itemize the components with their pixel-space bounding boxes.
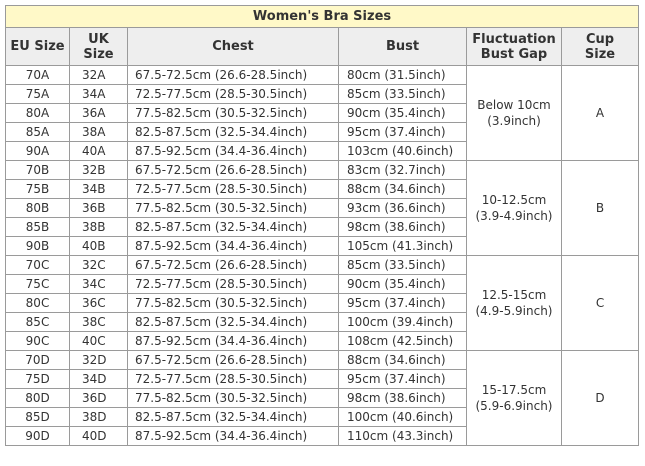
header-uk-size [70,28,128,66]
header-bust: Bust [339,28,467,66]
header-gap-line1: Fluctuation [472,31,556,47]
cell-chest: 77.5-82.5cm (30.5-32.5inch) [128,389,339,408]
bust-gap-line: (4.9-5.9inch) [475,304,553,318]
cell-uk-size: 40D [70,427,128,446]
cell-bust: 80cm (31.5inch) [339,66,467,85]
cell-chest: 67.5-72.5cm (26.6-28.5inch) [128,256,339,275]
header-gap-line2: Bust Gap [480,46,548,62]
header-uk-line2: Size [83,46,114,62]
cell-bust: 95cm (37.4inch) [339,123,467,142]
cell-bust: 85cm (33.5inch) [339,256,467,275]
cell-chest: 82.5-87.5cm (32.5-34.4inch) [128,218,339,237]
cell-chest: 72.5-77.5cm (28.5-30.5inch) [128,180,339,199]
cell-eu-size: 80B [6,199,70,218]
cell-bust: 103cm (40.6inch) [339,142,467,161]
cell-uk-size: 32C [70,256,128,275]
cell-eu-size: 85B [6,218,70,237]
cell-eu-size: 90C [6,332,70,351]
cell-bust: 100cm (40.6inch) [339,408,467,427]
cell-eu-size: 70C [6,256,70,275]
cell-eu-size: 85D [6,408,70,427]
cell-bust: 110cm (43.3inch) [339,427,467,446]
cell-eu-size: 70D [6,351,70,370]
cell-eu-size: 80C [6,294,70,313]
cell-uk-size: 34B [70,180,128,199]
cell-uk-size: 38C [70,313,128,332]
cell-uk-size: 32A [70,66,128,85]
cell-eu-size: 70A [6,66,70,85]
table-row [6,161,639,180]
bust-gap-line: 12.5-15cm [481,288,547,302]
table-row [6,351,639,370]
header-eu-size: EU Size [6,28,70,66]
cell-chest: 67.5-72.5cm (26.6-28.5inch) [128,161,339,180]
cell-uk-size: 34C [70,275,128,294]
table-title-row [6,6,639,28]
header-cup-line1: Cup [585,31,615,47]
cell-uk-size: 40A [70,142,128,161]
cell-bust: 100cm (39.4inch) [339,313,467,332]
table-row [6,256,639,275]
bust-gap-line: (5.9-6.9inch) [475,399,553,413]
cell-eu-size: 70B [6,161,70,180]
bra-size-table [5,5,639,446]
cell-uk-size: 32D [70,351,128,370]
cell-bust: 95cm (37.4inch) [339,294,467,313]
table-body [6,66,639,446]
cell-bust: 83cm (32.7inch) [339,161,467,180]
header-chest: Chest [128,28,339,66]
header-cup-line2: Size [584,46,616,62]
cell-uk-size: 38B [70,218,128,237]
bust-gap-line: (3.9inch) [487,114,541,128]
cell-eu-size: 75C [6,275,70,294]
cell-bust: 90cm (35.4inch) [339,275,467,294]
table-row [6,66,639,85]
cell-uk-size: 36C [70,294,128,313]
cell-chest: 82.5-87.5cm (32.5-34.4inch) [128,313,339,332]
header-bust-gap [467,28,562,66]
cell-bust: 88cm (34.6inch) [339,351,467,370]
cell-chest: 82.5-87.5cm (32.5-34.4inch) [128,408,339,427]
cell-chest: 72.5-77.5cm (28.5-30.5inch) [128,85,339,104]
bra-size-chart [5,5,639,446]
cell-cup-size: A [562,66,639,161]
cell-chest: 87.5-92.5cm (34.4-36.4inch) [128,427,339,446]
cell-uk-size: 36A [70,104,128,123]
cell-uk-size: 34D [70,370,128,389]
cell-uk-size: 40B [70,237,128,256]
cell-chest: 72.5-77.5cm (28.5-30.5inch) [128,275,339,294]
cell-eu-size: 85A [6,123,70,142]
cell-cup-size: D [562,351,639,446]
cell-eu-size: 80A [6,104,70,123]
cell-bust-gap [467,161,562,256]
cell-chest: 72.5-77.5cm (28.5-30.5inch) [128,370,339,389]
bust-gap-line: (3.9-4.9inch) [475,209,553,223]
cell-eu-size: 75A [6,85,70,104]
bust-gap-line: 15-17.5cm [481,383,547,397]
cell-bust: 108cm (42.5inch) [339,332,467,351]
table-header-row [6,28,639,66]
cell-chest: 67.5-72.5cm (26.6-28.5inch) [128,351,339,370]
cell-bust: 88cm (34.6inch) [339,180,467,199]
cell-eu-size: 75B [6,180,70,199]
cell-chest: 77.5-82.5cm (30.5-32.5inch) [128,294,339,313]
cell-bust-gap [467,351,562,446]
cell-eu-size: 90B [6,237,70,256]
cell-bust: 105cm (41.3inch) [339,237,467,256]
cell-bust: 93cm (36.6inch) [339,199,467,218]
cell-bust-gap [467,256,562,351]
bust-gap-line: Below 10cm [477,98,551,112]
cell-uk-size: 36B [70,199,128,218]
cell-uk-size: 38D [70,408,128,427]
cell-eu-size: 75D [6,370,70,389]
cell-bust: 98cm (38.6inch) [339,389,467,408]
cell-chest: 77.5-82.5cm (30.5-32.5inch) [128,104,339,123]
cell-chest: 87.5-92.5cm (34.4-36.4inch) [128,237,339,256]
cell-bust: 98cm (38.6inch) [339,218,467,237]
header-cup-size [562,28,639,66]
cell-bust: 90cm (35.4inch) [339,104,467,123]
cell-uk-size: 32B [70,161,128,180]
cell-uk-size: 34A [70,85,128,104]
cell-chest: 87.5-92.5cm (34.4-36.4inch) [128,142,339,161]
cell-chest: 67.5-72.5cm (26.6-28.5inch) [128,66,339,85]
bust-gap-line: 10-12.5cm [481,193,547,207]
cell-bust: 85cm (33.5inch) [339,85,467,104]
cell-bust: 95cm (37.4inch) [339,370,467,389]
cell-eu-size: 90D [6,427,70,446]
cell-bust-gap [467,66,562,161]
cell-uk-size: 36D [70,389,128,408]
cell-eu-size: 80D [6,389,70,408]
cell-chest: 77.5-82.5cm (30.5-32.5inch) [128,199,339,218]
cell-cup-size: C [562,256,639,351]
header-uk-line1: UK [88,31,109,47]
table-title: Women's Bra Sizes [6,6,639,28]
cell-chest: 82.5-87.5cm (32.5-34.4inch) [128,123,339,142]
cell-eu-size: 85C [6,313,70,332]
cell-uk-size: 38A [70,123,128,142]
cell-uk-size: 40C [70,332,128,351]
cell-eu-size: 90A [6,142,70,161]
cell-cup-size: B [562,161,639,256]
cell-chest: 87.5-92.5cm (34.4-36.4inch) [128,332,339,351]
